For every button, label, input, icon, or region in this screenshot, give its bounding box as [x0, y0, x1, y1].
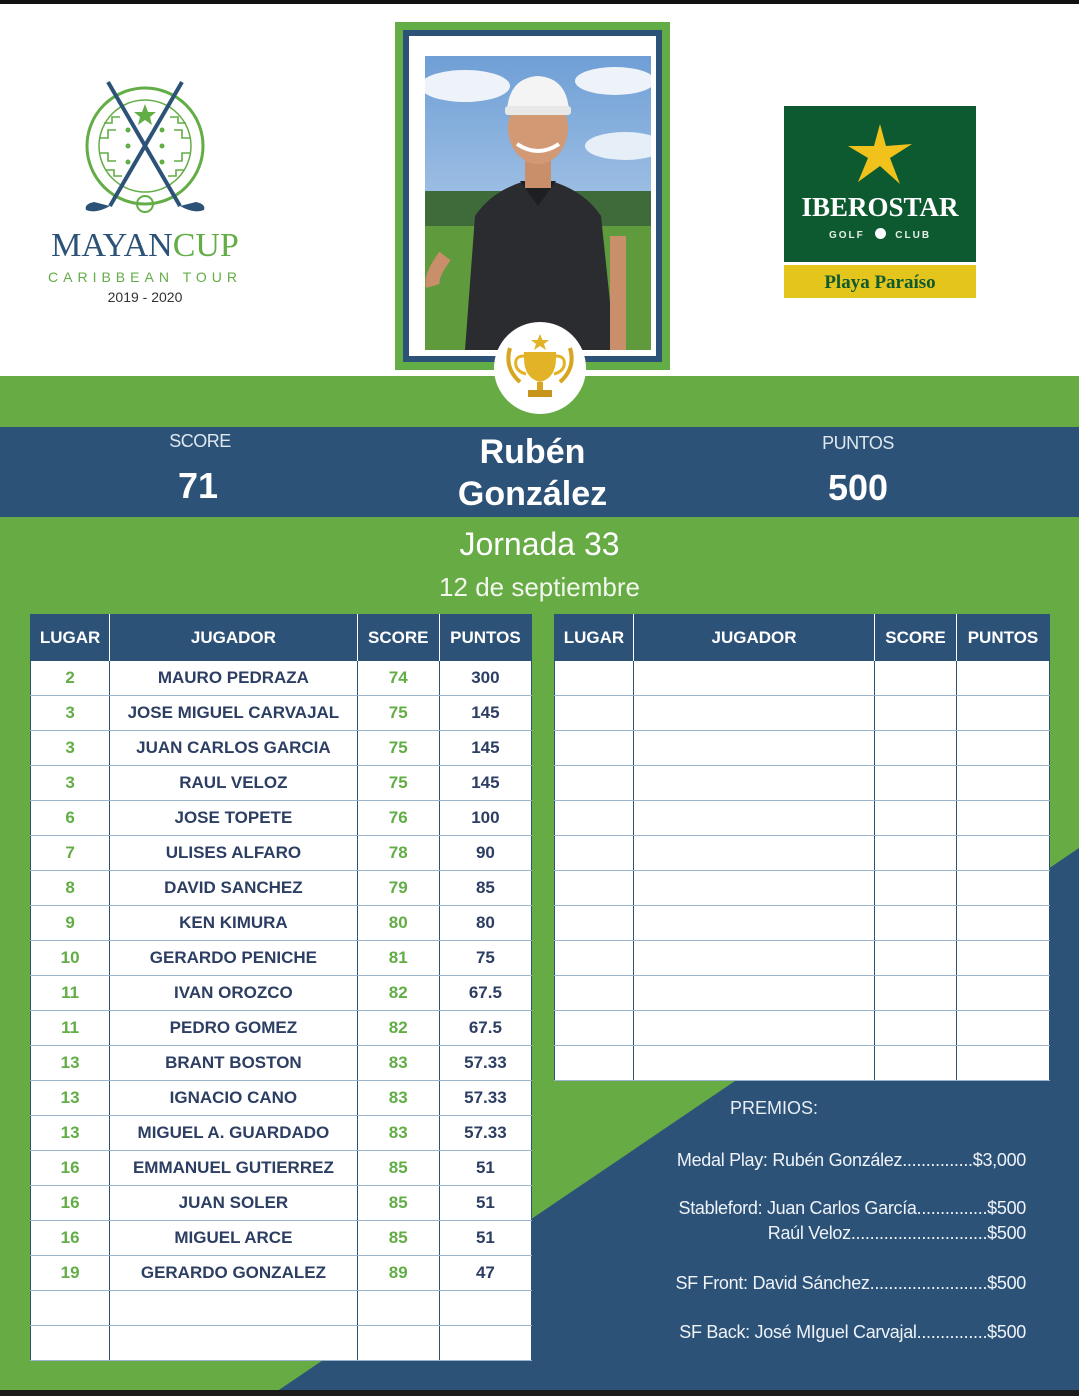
- points-label: PUNTOS: [822, 433, 894, 453]
- cell-puntos: 300: [439, 661, 531, 696]
- mayan-cup-logo: [30, 78, 260, 318]
- empty-cell: [875, 941, 957, 976]
- table-row-empty: [31, 1326, 532, 1361]
- empty-cell: [555, 661, 634, 696]
- cell-score: 85: [357, 1151, 439, 1186]
- cell-lugar: 8: [31, 871, 110, 906]
- empty-cell: [957, 801, 1050, 836]
- table-row: [31, 836, 532, 871]
- winner-first-name: Rubén: [479, 433, 586, 471]
- table-row-empty: [555, 941, 1050, 976]
- empty-cell: [357, 1326, 439, 1361]
- winner-band: [0, 427, 1079, 517]
- event-date: 12 de septiembre: [439, 572, 640, 602]
- cell-score: 74: [357, 661, 439, 696]
- cell-lugar: 16: [31, 1186, 110, 1221]
- empty-cell: [634, 1011, 875, 1046]
- cell-jugador: JUAN SOLER: [110, 1186, 357, 1221]
- cell-puntos: 67.5: [439, 1011, 531, 1046]
- table-row: [31, 976, 532, 1011]
- cell-jugador: KEN KIMURA: [110, 906, 357, 941]
- table-row: [31, 906, 532, 941]
- mayan-cup-years: 2019 - 2020: [107, 289, 183, 305]
- winner-photo-frame: [395, 22, 670, 370]
- jornada-title: Jornada 33: [459, 526, 620, 562]
- cell-lugar: 13: [31, 1046, 110, 1081]
- col-puntos: PUNTOS: [439, 615, 531, 662]
- empty-cell: [875, 1011, 957, 1046]
- cell-lugar: 7: [31, 836, 110, 871]
- cell-jugador: RAUL VELOZ: [110, 766, 357, 801]
- cell-puntos: 85: [439, 871, 531, 906]
- table-row: [31, 801, 532, 836]
- cell-jugador: GERARDO GONZALEZ: [110, 1256, 357, 1291]
- cell-lugar: 16: [31, 1221, 110, 1256]
- iberostar-location: Playa Paraíso: [824, 272, 936, 293]
- bottom-border: [0, 1390, 1079, 1396]
- cell-lugar: 10: [31, 941, 110, 976]
- empty-cell: [555, 836, 634, 871]
- cell-lugar: 9: [31, 906, 110, 941]
- score-label: SCORE: [169, 431, 231, 451]
- col-puntos: PUNTOS: [957, 615, 1050, 662]
- empty-cell: [634, 696, 875, 731]
- empty-cell: [555, 696, 634, 731]
- trophy-badge: [494, 322, 586, 414]
- cell-lugar: 11: [31, 1011, 110, 1046]
- empty-cell: [634, 766, 875, 801]
- cell-score: 75: [357, 731, 439, 766]
- empty-cell: [634, 661, 875, 696]
- table-header-row: [555, 615, 1050, 662]
- cell-lugar: 13: [31, 1081, 110, 1116]
- winner-name: [380, 431, 685, 515]
- table-row-empty: [555, 801, 1050, 836]
- cell-puntos: 75: [439, 941, 531, 976]
- empty-cell: [357, 1291, 439, 1326]
- empty-cell: [634, 871, 875, 906]
- col-jugador: JUGADOR: [634, 615, 875, 662]
- empty-cell: [555, 801, 634, 836]
- empty-cell: [439, 1326, 531, 1361]
- empty-cell: [31, 1291, 110, 1326]
- table-row-empty: [555, 976, 1050, 1011]
- cell-lugar: 3: [31, 766, 110, 801]
- cell-puntos: 51: [439, 1221, 531, 1256]
- cell-jugador: EMMANUEL GUTIERREZ: [110, 1151, 357, 1186]
- table-row: [31, 1046, 532, 1081]
- star-icon: [846, 122, 914, 188]
- cell-lugar: 2: [31, 661, 110, 696]
- cell-lugar: 11: [31, 976, 110, 1011]
- empty-cell: [875, 836, 957, 871]
- results-table-right: [554, 614, 1050, 1081]
- empty-cell: [875, 1046, 957, 1081]
- cell-score: 80: [357, 906, 439, 941]
- cell-score: 82: [357, 976, 439, 1011]
- cell-jugador: IGNACIO CANO: [110, 1081, 357, 1116]
- table-row: [31, 1186, 532, 1221]
- table-row: [31, 696, 532, 731]
- empty-cell: [555, 1046, 634, 1081]
- table-row: [31, 766, 532, 801]
- empty-cell: [555, 766, 634, 801]
- score-value: 71: [177, 465, 219, 506]
- cell-puntos: 47: [439, 1256, 531, 1291]
- table-row: [31, 1116, 532, 1151]
- cell-puntos: 145: [439, 766, 531, 801]
- table-row-empty: [555, 871, 1050, 906]
- points-value: 500: [827, 467, 889, 508]
- cell-jugador: ULISES ALFARO: [110, 836, 357, 871]
- empty-cell: [957, 1046, 1050, 1081]
- cell-jugador: MIGUEL A. GUARDADO: [110, 1116, 357, 1151]
- mayan-cup-subtitle: CARIBBEAN TOUR: [48, 269, 242, 285]
- table-header-row: [31, 615, 532, 662]
- empty-cell: [110, 1326, 357, 1361]
- cell-jugador: JOSE MIGUEL CARVAJAL: [110, 696, 357, 731]
- empty-cell: [555, 941, 634, 976]
- prize-sf-back: SF Back: José MIguel Carvajal...............$500: [679, 1322, 1026, 1342]
- cell-puntos: 57.33: [439, 1081, 531, 1116]
- cell-jugador: JUAN CARLOS GARCIA: [110, 731, 357, 766]
- cell-score: 83: [357, 1046, 439, 1081]
- empty-cell: [31, 1326, 110, 1361]
- cell-lugar: 19: [31, 1256, 110, 1291]
- cell-jugador: DAVID SANCHEZ: [110, 871, 357, 906]
- premios-title: PREMIOS:: [730, 1098, 819, 1118]
- cell-puntos: 67.5: [439, 976, 531, 1011]
- empty-cell: [957, 661, 1050, 696]
- cell-lugar: 16: [31, 1151, 110, 1186]
- col-lugar: LUGAR: [555, 615, 634, 662]
- cell-score: 75: [357, 766, 439, 801]
- cell-lugar: 6: [31, 801, 110, 836]
- empty-cell: [439, 1291, 531, 1326]
- golf-ball-icon: [875, 228, 886, 239]
- col-score: SCORE: [875, 615, 957, 662]
- cell-score: 85: [357, 1186, 439, 1221]
- table-row-empty: [555, 836, 1050, 871]
- cell-puntos: 145: [439, 696, 531, 731]
- cell-score: 85: [357, 1221, 439, 1256]
- empty-cell: [555, 871, 634, 906]
- table-row: [31, 941, 532, 976]
- prize-stableford: Stableford: Juan Carlos García...............$500: [678, 1198, 1026, 1218]
- empty-cell: [555, 906, 634, 941]
- cell-score: 81: [357, 941, 439, 976]
- empty-cell: [957, 871, 1050, 906]
- table-row-empty: [555, 731, 1050, 766]
- empty-cell: [634, 836, 875, 871]
- table-row: [31, 661, 532, 696]
- cell-lugar: 3: [31, 696, 110, 731]
- empty-cell: [634, 941, 875, 976]
- table-row-empty: [555, 906, 1050, 941]
- cell-score: 79: [357, 871, 439, 906]
- empty-cell: [634, 906, 875, 941]
- empty-cell: [634, 976, 875, 1011]
- empty-cell: [875, 696, 957, 731]
- cell-puntos: 100: [439, 801, 531, 836]
- cell-lugar: 3: [31, 731, 110, 766]
- cell-score: 82: [357, 1011, 439, 1046]
- empty-cell: [957, 731, 1050, 766]
- cell-puntos: 51: [439, 1151, 531, 1186]
- cell-jugador: BRANT BOSTON: [110, 1046, 357, 1081]
- cell-score: 83: [357, 1116, 439, 1151]
- cell-score: 75: [357, 696, 439, 731]
- empty-cell: [555, 1011, 634, 1046]
- table-row-empty: [555, 766, 1050, 801]
- cell-jugador: GERARDO PENICHE: [110, 941, 357, 976]
- prize-sf-front: SF Front: David Sánchez.........................$500: [675, 1273, 1026, 1293]
- cell-puntos: 51: [439, 1186, 531, 1221]
- trophy-icon: [494, 322, 586, 414]
- empty-cell: [875, 871, 957, 906]
- iberostar-name: IBEROSTAR: [801, 192, 959, 222]
- empty-cell: [957, 1011, 1050, 1046]
- table-row-empty: [555, 1011, 1050, 1046]
- empty-cell: [555, 976, 634, 1011]
- empty-cell: [634, 801, 875, 836]
- empty-cell: [875, 906, 957, 941]
- empty-cell: [875, 766, 957, 801]
- table-row: [31, 1151, 532, 1186]
- table-row: [31, 731, 532, 766]
- table-row-empty: [555, 696, 1050, 731]
- table-row-empty: [31, 1291, 532, 1326]
- cell-jugador: JOSE TOPETE: [110, 801, 357, 836]
- table-row: [31, 1256, 532, 1291]
- empty-cell: [957, 836, 1050, 871]
- cell-lugar: 13: [31, 1116, 110, 1151]
- empty-cell: [634, 1046, 875, 1081]
- empty-cell: [875, 731, 957, 766]
- cell-puntos: 57.33: [439, 1046, 531, 1081]
- winner-photo: [425, 56, 651, 350]
- mayan-cup-title: MAYANCUP: [51, 227, 239, 264]
- prize-stableford-2: Raúl Veloz.............................$500: [767, 1223, 1026, 1243]
- col-lugar: LUGAR: [31, 615, 110, 662]
- prize-medal-play: Medal Play: Rubén González...............$3,000: [676, 1150, 1026, 1170]
- empty-cell: [634, 731, 875, 766]
- empty-cell: [957, 696, 1050, 731]
- golf-clubs-emblem-icon: [80, 78, 210, 223]
- col-score: SCORE: [357, 615, 439, 662]
- iberostar-logo: [784, 106, 976, 298]
- cell-puntos: 80: [439, 906, 531, 941]
- empty-cell: [875, 801, 957, 836]
- table-row: [31, 871, 532, 906]
- results-table-left: [30, 614, 532, 1361]
- cell-puntos: 145: [439, 731, 531, 766]
- empty-cell: [875, 661, 957, 696]
- empty-cell: [957, 906, 1050, 941]
- empty-cell: [110, 1291, 357, 1326]
- cell-jugador: MAURO PEDRAZA: [110, 661, 357, 696]
- table-row-empty: [555, 661, 1050, 696]
- empty-cell: [555, 731, 634, 766]
- table-row-empty: [555, 1046, 1050, 1081]
- cell-score: 83: [357, 1081, 439, 1116]
- cell-jugador: MIGUEL ARCE: [110, 1221, 357, 1256]
- col-jugador: JUGADOR: [110, 615, 357, 662]
- empty-cell: [957, 976, 1050, 1011]
- cell-puntos: 90: [439, 836, 531, 871]
- table-row: [31, 1081, 532, 1116]
- empty-cell: [957, 941, 1050, 976]
- empty-cell: [875, 976, 957, 1011]
- iberostar-golf-club: GOLF CLUB: [828, 230, 932, 241]
- cell-puntos: 57.33: [439, 1116, 531, 1151]
- cell-jugador: PEDRO GOMEZ: [110, 1011, 357, 1046]
- cell-score: 76: [357, 801, 439, 836]
- cell-jugador: IVAN OROZCO: [110, 976, 357, 1011]
- table-row: [31, 1011, 532, 1046]
- cell-score: 89: [357, 1256, 439, 1291]
- empty-cell: [957, 766, 1050, 801]
- cell-score: 78: [357, 836, 439, 871]
- winner-last-name: González: [457, 475, 608, 513]
- table-row: [31, 1221, 532, 1256]
